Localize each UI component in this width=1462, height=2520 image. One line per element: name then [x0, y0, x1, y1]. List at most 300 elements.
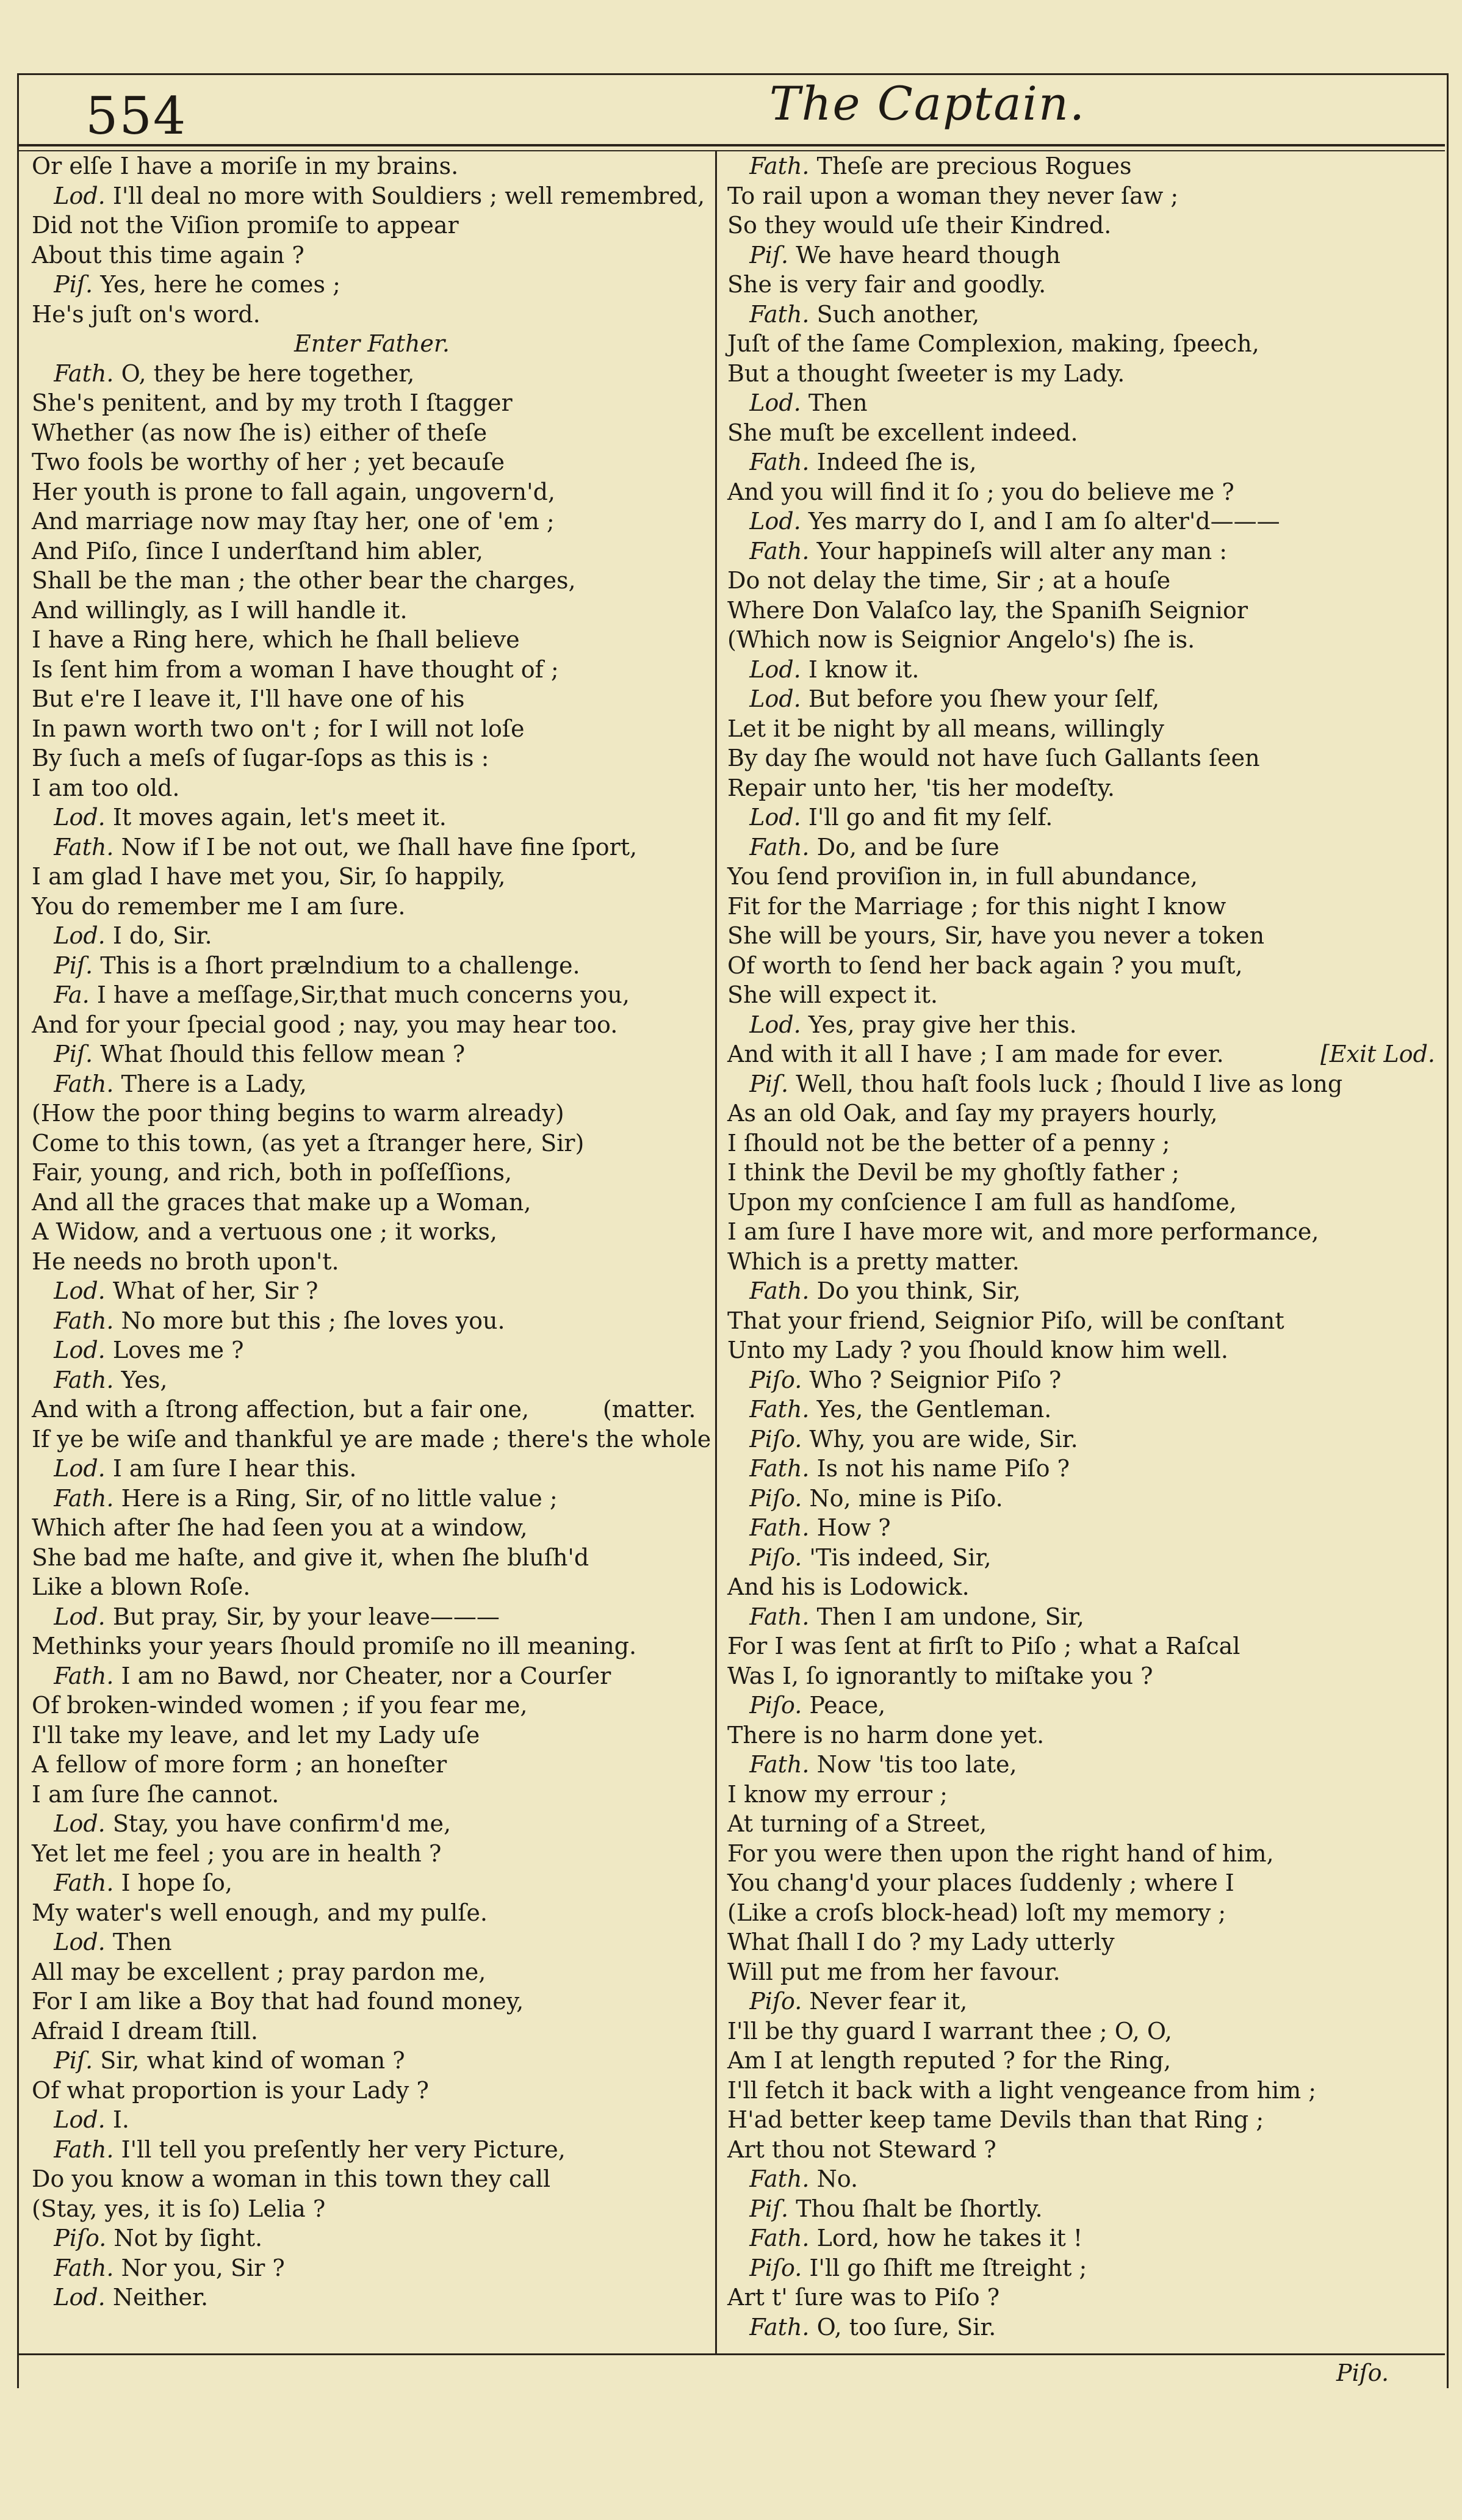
line-text: Two fools be worthy of her ; yet becauſe — [32, 449, 505, 475]
text-line — [32, 2135, 712, 2165]
line-text: She's penitent, and by my troth I ſtagger — [32, 389, 513, 416]
speaker-prefix: Fath. — [727, 1396, 817, 1423]
line-text: Do not delay the time, Sir ; at a houſe — [727, 567, 1171, 594]
line-text: How ? — [816, 1514, 891, 1541]
line-text: O, they be here together, — [121, 359, 415, 387]
text-line — [727, 1631, 1435, 1661]
line-text: Yes, — [121, 1366, 168, 1393]
line-text: To rail upon a woman they never ſaw ; — [727, 182, 1179, 209]
left-text-column — [32, 151, 712, 2312]
text-line — [727, 1750, 1435, 1780]
text-line — [32, 773, 712, 803]
line-text: Was I, ſo ignorantly to miſtake you ? — [727, 1662, 1153, 1689]
text-line — [32, 359, 712, 389]
text-line — [727, 1691, 1435, 1720]
text-line — [727, 2164, 1435, 2194]
line-text: And willingly, as I will handle it. — [32, 596, 408, 624]
speaker-prefix: Lod. — [32, 804, 113, 831]
text-line — [727, 2016, 1435, 2046]
line-text: Such another, — [816, 300, 980, 328]
text-line — [32, 1454, 712, 1484]
text-line — [727, 1898, 1435, 1928]
text-line — [727, 1247, 1435, 1277]
text-line — [727, 270, 1435, 300]
line-text: Her youth is prone to fall again, ungovern'd, — [32, 478, 556, 505]
line-text: 'Tis indeed, Sir, — [809, 1543, 992, 1571]
speaker-prefix: Piſo. — [727, 2254, 810, 2281]
line-text: Peace, — [809, 1692, 886, 1719]
line-text: You do remember me I am ſure. — [32, 892, 406, 920]
line-text: Of worth to ſend her back again ? you muſt, — [727, 951, 1243, 979]
text-line — [32, 1247, 712, 1277]
speaker-prefix: Fath. — [32, 1869, 121, 1896]
line-text: But e're I leave it, I'll have one of his — [32, 685, 465, 712]
speaker-prefix: Lod. — [32, 1603, 113, 1630]
line-text: I am glad I have met you, Sir, ſo happily, — [32, 863, 506, 890]
line-text: I hope ſo, — [121, 1869, 232, 1896]
text-line — [727, 418, 1435, 448]
speaker-prefix: Fath. — [727, 2165, 817, 2192]
line-text: Yes marry do I, and I am ſo alter'd——— — [808, 508, 1280, 535]
text-line — [32, 862, 712, 892]
line-text: Do you think, Sir, — [816, 1277, 1021, 1304]
speaker-prefix: Piſ. — [32, 1041, 101, 1067]
text-line — [727, 240, 1435, 270]
text-line — [32, 892, 712, 922]
header-rule — [18, 144, 1445, 146]
text-line — [727, 211, 1435, 240]
line-text: (Like a croſs block-head) loſt my memory ; — [727, 1899, 1226, 1926]
line-text: I'll tell you preſently her very Picture, — [121, 2136, 566, 2163]
line-text: And you will find it ſo ; you do believe me ? — [727, 478, 1234, 505]
line-text: I am too old. — [32, 774, 180, 801]
text-line — [32, 1543, 712, 1573]
footer-rule — [18, 2353, 1445, 2355]
speaker-prefix: Piſo. — [727, 1988, 810, 2015]
text-line — [32, 2253, 712, 2283]
line-text: At turning of a Street, — [727, 1810, 987, 1837]
speaker-prefix: Piſ. — [727, 1070, 796, 1097]
text-line — [727, 181, 1435, 211]
line-text: She muſt be excellent indeed. — [727, 419, 1078, 446]
speaker-prefix: Fath. — [727, 833, 817, 861]
line-text: And for your ſpecial good ; nay, you may hear too. — [32, 1011, 618, 1038]
text-line — [32, 2105, 712, 2135]
line-text: I ſhould not be the better of a penny ; — [727, 1129, 1170, 1157]
line-text: Yes, here he comes ; — [100, 271, 340, 298]
speaker-prefix: Piſ. — [32, 271, 101, 298]
text-line — [32, 1010, 712, 1040]
text-line — [727, 892, 1435, 922]
text-line — [727, 1927, 1435, 1957]
speaker-prefix: Piſo. — [727, 1425, 810, 1453]
text-line — [32, 300, 712, 330]
line-text: Now if I be not out, we ſhall have fine ſport, — [121, 833, 638, 861]
speaker-prefix: Fath. — [32, 1307, 121, 1334]
line-text: Then — [808, 389, 868, 416]
column-divider — [715, 151, 717, 2353]
text-line — [32, 1395, 712, 1424]
line-text: I am ſure ſhe cannot. — [32, 1780, 279, 1808]
speaker-prefix: Fath. — [727, 153, 817, 179]
speaker-prefix: Fath. — [727, 537, 817, 565]
catchword: Piſo. — [1336, 2359, 1389, 2386]
speaker-prefix: Piſ. — [727, 2195, 796, 2222]
line-text: Like a blown Roſe. — [32, 1573, 251, 1600]
line-text: Indeed ſhe is, — [816, 449, 977, 475]
text-line — [32, 1039, 712, 1069]
text-line — [727, 1335, 1435, 1365]
line-text: Whether (as now ſhe is) either of theſe — [32, 419, 488, 446]
line-text: Do, and be ſure — [816, 833, 999, 861]
text-line — [727, 1572, 1435, 1602]
line-text: There is a Lady, — [121, 1070, 307, 1097]
line-text: I think the Devil be my ghoſtly father ; — [727, 1159, 1179, 1186]
line-text: Your happineſs will alter any man : — [816, 537, 1228, 565]
line-text: Will put me from her favour. — [727, 1958, 1060, 1985]
line-text: Where Don Valaſco lay, the Spaniſh Seignior — [727, 596, 1248, 624]
line-text: I am ſure I hear this. — [112, 1455, 357, 1482]
page-number: 554 — [85, 86, 187, 146]
text-line — [32, 1691, 712, 1720]
line-text: I am no Bawd, nor Cheater, nor a Courſer — [121, 1662, 611, 1689]
line-text: Is not his name Piſo ? — [816, 1455, 1070, 1482]
line-text: Upon my conſcience I am full as handſome, — [727, 1188, 1237, 1216]
line-text: Well, thou haſt fools luck ; ſhould I live as long — [796, 1070, 1343, 1097]
text-line — [32, 477, 712, 507]
speaker-prefix: Fath. — [727, 300, 817, 328]
text-line — [727, 596, 1435, 626]
exit-direction: [Exit Lod. — [1320, 1041, 1435, 1067]
line-text: If ye be wiſe and thankful ye are made ; there's the whole — [32, 1425, 711, 1453]
text-line — [727, 1454, 1435, 1484]
text-line — [727, 1276, 1435, 1306]
text-line — [32, 1898, 712, 1928]
line-text: Who ? Seignior Piſo ? — [809, 1366, 1062, 1393]
speaker-prefix: Lod. — [32, 922, 113, 949]
line-text: But a thought ſweeter is my Lady. — [727, 359, 1125, 387]
line-text: And all the graces that make up a Woman, — [32, 1188, 531, 1216]
text-line — [727, 684, 1435, 714]
text-line — [32, 1217, 712, 1247]
line-text: I know it. — [808, 655, 920, 683]
text-line — [32, 803, 712, 832]
line-text: I do, Sir. — [112, 922, 212, 949]
speaker-prefix: Lod. — [32, 1337, 113, 1363]
line-text: That your friend, Seignior Piſo, will be conſtant — [727, 1307, 1284, 1334]
text-line — [32, 951, 712, 981]
text-line — [32, 1306, 712, 1336]
line-text: Never fear it, — [809, 1988, 968, 2015]
line-text: Let it be night by all means, willingly — [727, 715, 1165, 742]
speaker-prefix: Fath. — [32, 2254, 121, 2281]
line-text: She will expect it. — [727, 981, 938, 1008]
stage-direction: Enter Father. — [294, 330, 450, 357]
text-line — [32, 2076, 712, 2106]
text-line — [32, 1720, 712, 1750]
text-line — [32, 1868, 712, 1898]
line-text: My water's well enough, and my pulſe. — [32, 1899, 488, 1926]
speaker-prefix: Fath. — [32, 359, 121, 387]
speaker-prefix: Lod. — [727, 804, 808, 831]
text-line — [32, 211, 712, 240]
text-line — [32, 2016, 712, 2046]
line-text: Then I am undone, Sir, — [816, 1603, 1084, 1630]
speaker-prefix: Fath. — [727, 1514, 817, 1541]
text-line — [727, 2076, 1435, 2106]
text-line — [32, 1276, 712, 1306]
line-text: Do you know a woman in this town they call — [32, 2165, 551, 2192]
text-line — [32, 270, 712, 300]
line-text: By ſuch a meſs of ſugar-ſops as this is : — [32, 745, 489, 771]
line-text: You chang'd your places ſuddenly ; where I — [727, 1869, 1234, 1896]
text-line — [32, 921, 712, 951]
speaker-prefix: Fath. — [32, 2136, 121, 2163]
line-text: She is very fair and goodly. — [727, 271, 1046, 298]
line-text: Not by ſight. — [113, 2225, 263, 2251]
speaker-prefix: Fath. — [727, 1751, 817, 1778]
line-text: Is ſent him from a woman I have thought of ; — [32, 655, 559, 683]
text-line — [727, 1957, 1435, 1987]
text-line — [32, 418, 712, 448]
text-line — [32, 1987, 712, 2016]
line-text: Theſe are precious Rogues — [816, 153, 1132, 179]
line-text: So they would uſe their Kindred. — [727, 212, 1112, 239]
line-text: Come to this town, (as yet a ſtranger here, Sir) — [32, 1129, 585, 1157]
speaker-prefix: Fath. — [727, 449, 817, 475]
text-line — [727, 1484, 1435, 1514]
text-line — [727, 1780, 1435, 1810]
text-line — [727, 1365, 1435, 1395]
speaker-prefix: Lod. — [32, 182, 113, 209]
text-line — [32, 1424, 712, 1454]
text-line — [727, 773, 1435, 803]
line-text: Nor you, Sir ? — [121, 2254, 285, 2281]
line-text: It moves again, let's meet it. — [112, 804, 447, 831]
text-line — [727, 1602, 1435, 1632]
text-line — [727, 1010, 1435, 1040]
line-text: But before you ſhew your ſelf, — [808, 685, 1160, 712]
speaker-prefix: Lod. — [727, 1011, 808, 1038]
text-line — [32, 2194, 712, 2224]
text-line — [32, 1572, 712, 1602]
line-text: Art thou not Steward ? — [727, 2136, 996, 2163]
speaker-prefix: Fath. — [727, 1603, 817, 1630]
line-text: Now 'tis too late, — [816, 1751, 1017, 1778]
text-line — [32, 1631, 712, 1661]
line-text: Why, you are wide, Sir. — [809, 1425, 1078, 1453]
text-line — [727, 300, 1435, 330]
line-text: Yes, the Gentleman. — [816, 1396, 1052, 1423]
line-text: And with it all I have ; I am made for ever. — [727, 1041, 1224, 1067]
text-line — [32, 2223, 712, 2253]
line-text: A Widow, and a vertuous one ; it works, — [32, 1218, 497, 1245]
speaker-prefix: Piſ. — [32, 2047, 101, 2074]
line-text: For you were then upon the right hand of him, — [727, 1839, 1274, 1867]
line-text: I am ſure I have more wit, and more performance, — [727, 1218, 1319, 1245]
text-line — [727, 1543, 1435, 1573]
text-line — [32, 447, 712, 477]
line-text: Repair unto her, 'tis her modeſty. — [727, 774, 1115, 801]
line-text: Art t' ſure was to Piſo ? — [727, 2284, 1000, 2311]
text-line — [32, 1365, 712, 1395]
text-line — [32, 1927, 712, 1957]
text-line — [727, 1158, 1435, 1188]
text-line — [727, 566, 1435, 596]
speaker-prefix: Fath. — [32, 1484, 121, 1512]
text-line — [32, 1513, 712, 1543]
line-text: Fair, young, and rich, both in poſſeſſions, — [32, 1159, 513, 1186]
speaker-prefix: Piſ. — [32, 951, 101, 979]
right-text-column — [727, 151, 1435, 2342]
speaker-prefix: Fath. — [727, 2313, 817, 2341]
text-line — [727, 1188, 1435, 1218]
line-text: You ſend proviſion in, in full abundance, — [727, 863, 1198, 890]
text-line — [727, 359, 1435, 389]
text-line — [32, 1809, 712, 1839]
text-line — [32, 625, 712, 655]
line-text: Yet let me feel ; you are in health ? — [32, 1839, 442, 1867]
text-line — [32, 181, 712, 211]
text-line — [727, 2046, 1435, 2076]
text-line — [32, 655, 712, 685]
line-text: Methinks your years ſhould promiſe no ill meaning. — [32, 1633, 637, 1659]
text-line — [32, 566, 712, 596]
line-text: He needs no broth upon't. — [32, 1247, 339, 1275]
line-text: No. — [816, 2165, 859, 2192]
speaker-prefix: Lod. — [32, 1810, 113, 1837]
text-line — [727, 2135, 1435, 2165]
line-text: What ſhall I do ? my Lady utterly — [727, 1929, 1115, 1955]
line-text: (Which now is Seignior Angelo's) ſhe is. — [727, 626, 1195, 653]
text-line — [727, 1661, 1435, 1691]
text-line — [32, 1069, 712, 1099]
speaker-prefix: Piſo. — [727, 1484, 810, 1512]
line-text: Am I at length reputed ? for the Ring, — [727, 2047, 1172, 2074]
line-text: Stay, you have confirm'd me, — [112, 1810, 452, 1837]
speaker-prefix: Fath. — [32, 1662, 121, 1689]
line-text: I'll take my leave, and let my Lady uſe — [32, 1721, 480, 1749]
line-text: I have a Ring here, which he ſhall believe — [32, 626, 520, 653]
speaker-prefix: Piſo. — [727, 1366, 810, 1393]
line-text: He's juſt on's word. — [32, 300, 261, 328]
text-line — [32, 1602, 712, 1632]
text-line — [727, 2105, 1435, 2135]
line-text: For I am like a Boy that had found money, — [32, 1988, 524, 2015]
text-line — [32, 743, 712, 773]
text-line — [32, 1750, 712, 1780]
line-text: I'll go ſhift me ſtreight ; — [809, 2254, 1087, 2281]
speaker-prefix: Lod. — [32, 1455, 113, 1482]
text-line — [727, 447, 1435, 477]
line-text: Sir, what kind of woman ? — [100, 2047, 405, 2074]
text-line — [32, 1661, 712, 1691]
line-text: We have heard though — [796, 241, 1060, 269]
speaker-prefix: Fath. — [727, 1455, 817, 1482]
text-line — [32, 980, 712, 1010]
line-text: No, mine is Piſo. — [809, 1484, 1003, 1512]
speaker-prefix: Fa. — [32, 981, 97, 1008]
text-line — [32, 1099, 712, 1128]
line-text: About this time again ? — [32, 241, 304, 269]
text-line — [727, 832, 1435, 862]
text-line — [32, 596, 712, 626]
text-line — [727, 1868, 1435, 1898]
text-line — [32, 536, 712, 566]
speaker-prefix: Lod. — [32, 2106, 113, 2133]
speaker-prefix: Piſo. — [32, 2225, 114, 2251]
text-line — [727, 2253, 1435, 2283]
text-line — [727, 1039, 1435, 1069]
text-line — [32, 388, 712, 418]
line-text: And his is Lodowick. — [727, 1573, 970, 1600]
speaker-prefix: Lod. — [727, 508, 808, 535]
line-text: O, too ſure, Sir. — [816, 2313, 996, 2341]
text-line — [727, 1720, 1435, 1750]
text-line — [727, 388, 1435, 418]
line-text: Afraid I dream ſtill. — [32, 2017, 258, 2045]
line-text: And with a ſtrong affection, but a fair one, (matter. — [32, 1396, 696, 1423]
line-text: I have a meſſage,Sir,that much concerns you, — [96, 981, 630, 1008]
line-text: Which is a pretty matter. — [727, 1247, 1020, 1275]
speaker-prefix: Fath. — [32, 1366, 121, 1393]
line-text: Yes, pray give her this. — [808, 1011, 1077, 1038]
text-line — [727, 2312, 1435, 2342]
speaker-prefix: Piſ. — [727, 241, 796, 269]
line-text: I'll go and fit my ſelf. — [808, 804, 1053, 831]
text-line — [727, 1809, 1435, 1839]
text-line — [727, 1424, 1435, 1454]
line-text: Unto my Lady ? you ſhould know him well. — [727, 1337, 1228, 1363]
line-text: What ſhould this fellow mean ? — [100, 1041, 466, 1067]
text-line — [727, 1839, 1435, 1869]
text-line — [727, 1395, 1435, 1424]
text-line — [727, 1987, 1435, 2016]
line-text: In pawn worth two on't ; for I will not loſe — [32, 715, 525, 742]
line-text: Lord, how he takes it ! — [816, 2225, 1083, 2251]
text-line — [32, 1780, 712, 1810]
line-text: Juſt of the ſame Complexion, making, ſpeech, — [727, 330, 1259, 357]
speaker-prefix: Lod. — [32, 1929, 113, 1955]
text-line — [727, 980, 1435, 1010]
line-text: Then — [112, 1929, 172, 1955]
speaker-prefix: Fath. — [32, 1070, 121, 1097]
text-line — [727, 151, 1435, 181]
text-line — [32, 1957, 712, 1987]
line-text: For I was ſent at firſt to Piſo ; what a Raſcal — [727, 1633, 1241, 1659]
line-text: No more but this ; ſhe loves you. — [121, 1307, 505, 1334]
text-line — [727, 655, 1435, 685]
line-text: By day ſhe would not have ſuch Gallants ſeen — [727, 745, 1260, 771]
line-text: Of what proportion is your Lady ? — [32, 2076, 429, 2104]
line-text: (Stay, yes, it is ſo) Lelia ? — [32, 2195, 326, 2222]
line-text: Loves me ? — [112, 1337, 244, 1363]
line-text: Here is a Ring, Sir, of no little value ; — [121, 1484, 558, 1512]
text-line — [727, 2283, 1435, 2312]
text-line — [32, 714, 712, 744]
text-line — [727, 1069, 1435, 1099]
line-text: I. — [112, 2106, 129, 2133]
line-text: She will be yours, Sir, have you never a token — [727, 922, 1265, 949]
line-text: I'll deal no more with Souldiers ; well remembred, — [112, 182, 705, 209]
line-text: There is no harm done yet. — [727, 1721, 1045, 1749]
line-text: A fellow of more form ; an honeſter — [32, 1751, 447, 1778]
line-text: And Piſo, ſince I underſtand him abler, — [32, 537, 483, 565]
text-line — [727, 329, 1435, 359]
text-line — [32, 1484, 712, 1514]
line-text: Did not the Viſion promiſe to appear — [32, 212, 459, 239]
text-line — [727, 921, 1435, 951]
